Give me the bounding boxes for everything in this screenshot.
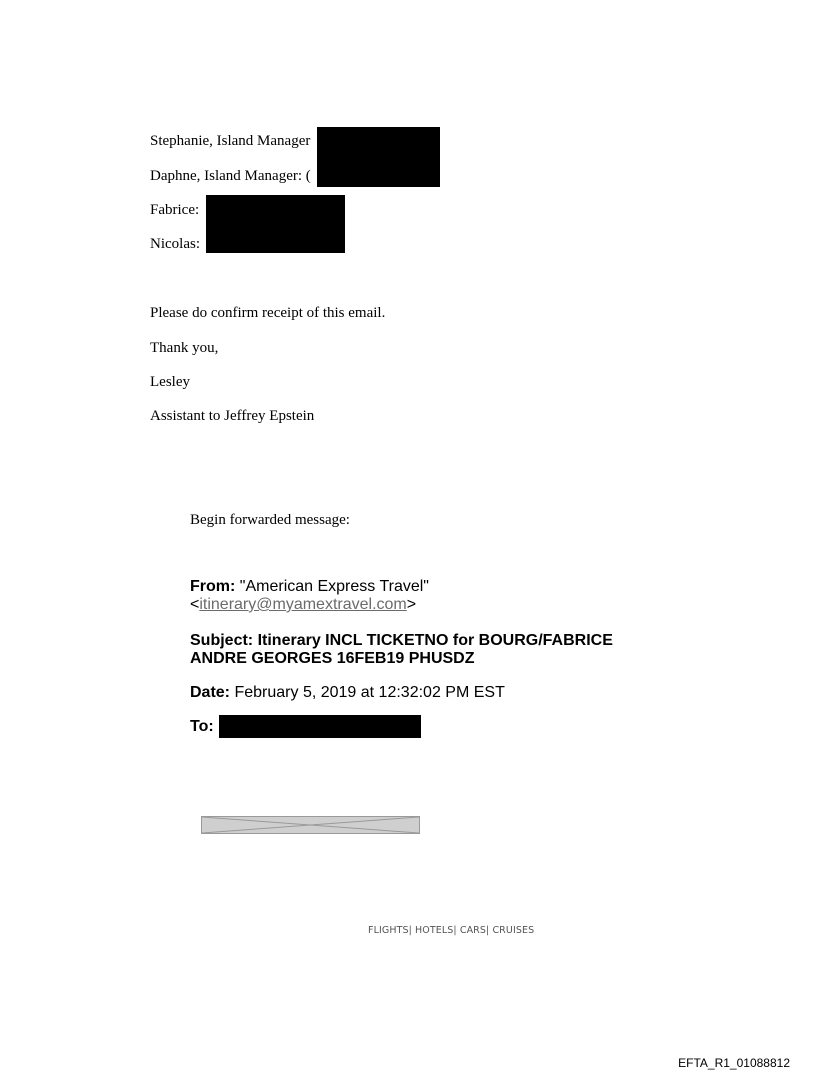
contact-daphne: Daphne, Island Manager: ( bbox=[150, 168, 311, 184]
document-id: EFTA_R1_01088812 bbox=[678, 1056, 790, 1070]
date-value: February 5, 2019 at 12:32:02 PM EST bbox=[234, 684, 505, 701]
nav-cruises[interactable]: CRUISES bbox=[492, 925, 535, 936]
nav-separator: | bbox=[453, 925, 457, 936]
confirm-request: Please do confirm receipt of this email. bbox=[150, 305, 386, 321]
redaction-block-recipient bbox=[219, 715, 421, 738]
contact-nicolas: Nicolas: bbox=[150, 236, 200, 252]
date-label: Date: bbox=[190, 684, 231, 701]
forwarded-intro: Begin forwarded message: bbox=[190, 512, 350, 528]
subject-line-1: Itinerary INCL TICKETNO for BOURG/FABRICE bbox=[257, 632, 613, 649]
redaction-block-fabrice-nicolas bbox=[206, 195, 345, 253]
contact-fabrice: Fabrice: bbox=[150, 202, 200, 218]
from-email-line bbox=[190, 596, 416, 614]
amex-nav-links bbox=[368, 925, 534, 936]
subject-label: Subject: bbox=[190, 632, 254, 649]
from-header bbox=[190, 578, 429, 596]
signature-title: Assistant to Jeffrey Epstein bbox=[150, 408, 315, 424]
email-close-bracket: > bbox=[406, 596, 417, 613]
email-open-bracket: < bbox=[190, 596, 200, 613]
from-email-link[interactable]: itinerary@myamextravel.com bbox=[199, 596, 407, 613]
from-label: From: bbox=[190, 578, 236, 595]
from-name: "American Express Travel" bbox=[239, 578, 429, 595]
date-header bbox=[190, 684, 505, 702]
signature-name: Lesley bbox=[150, 374, 190, 390]
nav-hotels[interactable]: HOTELS bbox=[415, 925, 454, 936]
subject-line-2: ANDRE GEORGES 16FEB19 PHUSDZ bbox=[190, 650, 475, 667]
subject-header bbox=[190, 632, 613, 650]
redaction-block-managers bbox=[317, 127, 440, 187]
placeholder-cross-icon bbox=[202, 817, 419, 833]
nav-separator: | bbox=[408, 925, 412, 936]
to-label: To: bbox=[190, 718, 214, 735]
nav-flights[interactable]: FLIGHTS bbox=[368, 925, 409, 936]
contact-stephanie: Stephanie, Island Manager bbox=[150, 133, 311, 149]
nav-cars[interactable]: CARS bbox=[459, 925, 487, 936]
thanks-line: Thank you, bbox=[150, 340, 219, 356]
to-header bbox=[190, 718, 214, 736]
subject-continuation bbox=[190, 650, 475, 668]
broken-image-placeholder bbox=[201, 816, 420, 834]
nav-separator: | bbox=[486, 925, 490, 936]
